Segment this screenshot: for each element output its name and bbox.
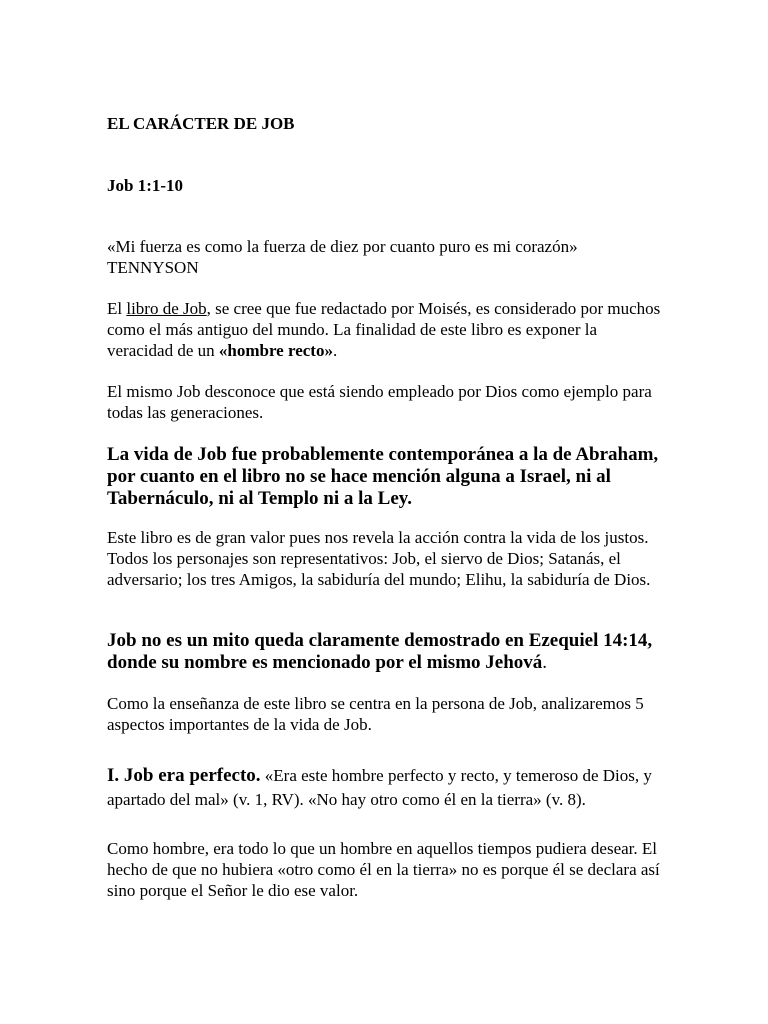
intro-mid: , se cree que fue redactado por Moisés, es considerado por muchos como el más antiguo del mundo. La finalidad de este libro es exponer la veracidad de un <box>107 299 661 360</box>
quote-author: TENNYSON <box>107 258 199 277</box>
paragraph-aspects: Como la enseñanza de este libro se centra en la persona de Job, analizaremos 5 aspectos importantes de la vida de Job. <box>107 694 644 734</box>
paragraph-example: El mismo Job desconoce que está siendo empleado por Dios como ejemplo para todas las generaciones. <box>107 382 652 422</box>
paragraph-abraham: La vida de Job fue probablemente contemporánea a la de Abraham, por cuanto en el libro no se hace mención alguna a Israel, ni al Tabernáculo, ni al Templo ni a la Ley. <box>107 444 659 509</box>
section-one <box>107 764 667 812</box>
section-one-text: «Era este hombre perfecto y recto, y temeroso de Dios, y apartado del mal» (v. 1, RV). «No hay otro como él en la tierra» (v. 8). <box>107 766 652 809</box>
libro-de-job-link[interactable]: libro de Job <box>126 299 207 318</box>
document-title: EL CARÁCTER DE JOB <box>107 114 295 133</box>
ezequiel-post: . <box>542 652 548 673</box>
paragraph-man: Como hombre, era todo lo que un hombre en aquellos tiempos pudiera desear. El hecho de que no hubiera «otro como él en la tierra» no es porque él se declara así sino porque el Señor le dio ese valor. <box>107 839 660 900</box>
intro-post: . <box>332 341 338 360</box>
paragraph-intro <box>107 298 667 361</box>
paragraph-ezequiel <box>107 630 667 674</box>
intro-bold: «hombre recto» <box>218 341 333 360</box>
paragraph-characters: Este libro es de gran valor pues nos revela la acción contra la vida de los justos. Todos los personajes son representativos: Job, el siervo de Dios; Satanás, el adversario; los tres Amigos, la sabiduría del mundo; Elihu, la sabiduría de Dios. <box>107 528 651 589</box>
scripture-reference: Job 1:1-10 <box>107 176 184 195</box>
ezequiel-bold: Job no es un mito queda claramente demostrado en Ezequiel 14:14, donde su nombre es mencionado por el mismo Jehová <box>107 630 653 673</box>
intro-pre: El <box>107 299 127 318</box>
epigraph-quote <box>107 236 667 278</box>
quote-text: «Mi fuerza es como la fuerza de diez por cuanto puro es mi corazón» <box>107 237 578 256</box>
section-one-heading: I. Job era perfecto. <box>107 765 261 786</box>
